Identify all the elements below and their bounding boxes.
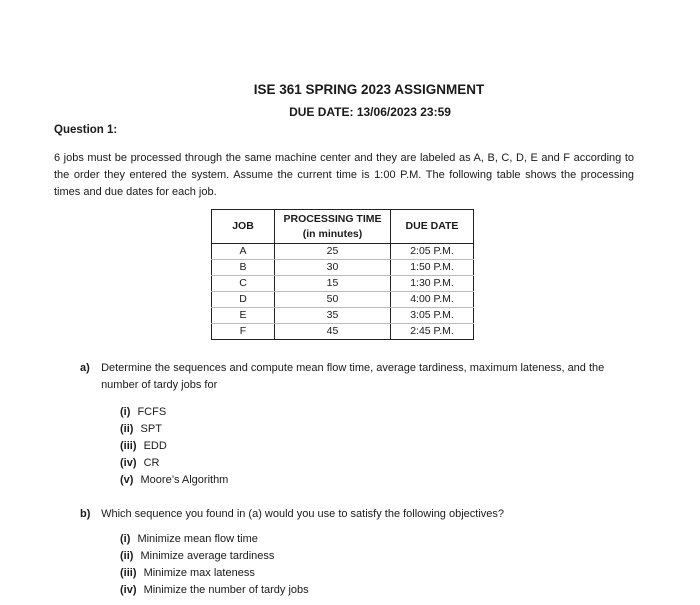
header-due-date: DUE DATE (391, 210, 474, 244)
header-processing-line2: (in minutes) (302, 227, 363, 240)
part-b-item (120, 582, 309, 599)
cell-due: 4:00 P.M. (391, 292, 474, 308)
cell-due: 2:05 P.M. (391, 244, 474, 260)
jobs-table (211, 209, 474, 340)
part-a-item (120, 455, 159, 472)
table-row (212, 276, 474, 292)
cell-job: B (212, 260, 275, 276)
cell-time: 30 (275, 260, 391, 276)
item-text: Minimize max lateness (143, 567, 255, 579)
item-number: (i) (120, 533, 131, 545)
header-processing-line1: PROCESSING TIME (283, 212, 382, 225)
part-a (80, 360, 636, 394)
table-row (212, 260, 474, 276)
part-b (80, 506, 636, 523)
table-row (212, 324, 474, 340)
question-heading: Question 1: (54, 124, 118, 136)
part-a-item (120, 404, 166, 421)
cell-job: D (212, 292, 275, 308)
table-row (212, 244, 474, 260)
item-text: Minimize the number of tardy jobs (143, 584, 309, 596)
part-a-item (120, 472, 228, 489)
cell-job: F (212, 324, 275, 340)
item-text: CR (143, 457, 160, 469)
item-text: Minimize mean flow time (137, 533, 258, 545)
item-number: (v) (120, 474, 134, 486)
part-b-text: Which sequence you found in (a) would you use to satisfy the following objectives? (101, 508, 505, 520)
cell-job: E (212, 308, 275, 324)
cell-due: 3:05 P.M. (391, 308, 474, 324)
cell-time: 25 (275, 244, 391, 260)
cell-job: A (212, 244, 275, 260)
part-a-item (120, 421, 162, 438)
cell-time: 50 (275, 292, 391, 308)
part-a-label: a) (80, 362, 90, 374)
item-text: EDD (143, 440, 167, 452)
table-row (212, 292, 474, 308)
table-row (212, 308, 474, 324)
item-number: (iii) (120, 567, 137, 579)
item-number: (i) (120, 406, 131, 418)
item-text: Moore’s Algorithm (140, 474, 229, 486)
part-b-item (120, 531, 258, 548)
cell-time: 35 (275, 308, 391, 324)
cell-due: 1:30 P.M. (391, 276, 474, 292)
item-text: Minimize average tardiness (140, 550, 275, 562)
cell-due: 2:45 P.M. (391, 324, 474, 340)
due-date: DUE DATE: 13/06/2023 23:59 (289, 105, 451, 119)
question-intro: 6 jobs must be processed through the same machine center and they are labeled as A, B, C, D, E and F according to the order they entered the system. Assume the current time is 1:00 P.M. The following table shows the processing times and due dates for each job. (54, 152, 634, 198)
item-text: FCFS (137, 406, 167, 418)
item-number: (iii) (120, 440, 137, 452)
part-b-item (120, 548, 274, 565)
item-text: SPT (140, 423, 162, 435)
part-a-text: Determine the sequences and compute mean flow time, average tardiness, maximum lateness, and the number of tardy jobs for (101, 362, 605, 391)
item-number: (ii) (120, 550, 134, 562)
header-processing-time (275, 210, 391, 244)
cell-time: 15 (275, 276, 391, 292)
part-b-label: b) (80, 508, 91, 520)
document-title: ISE 361 SPRING 2023 ASSIGNMENT (253, 82, 485, 97)
cell-due: 1:50 P.M. (391, 260, 474, 276)
item-number: (iv) (120, 457, 137, 469)
item-number: (ii) (120, 423, 134, 435)
part-b-item (120, 565, 255, 582)
item-number: (iv) (120, 584, 137, 596)
cell-time: 45 (275, 324, 391, 340)
header-job: JOB (212, 210, 275, 244)
cell-job: C (212, 276, 275, 292)
part-a-item (120, 438, 167, 455)
